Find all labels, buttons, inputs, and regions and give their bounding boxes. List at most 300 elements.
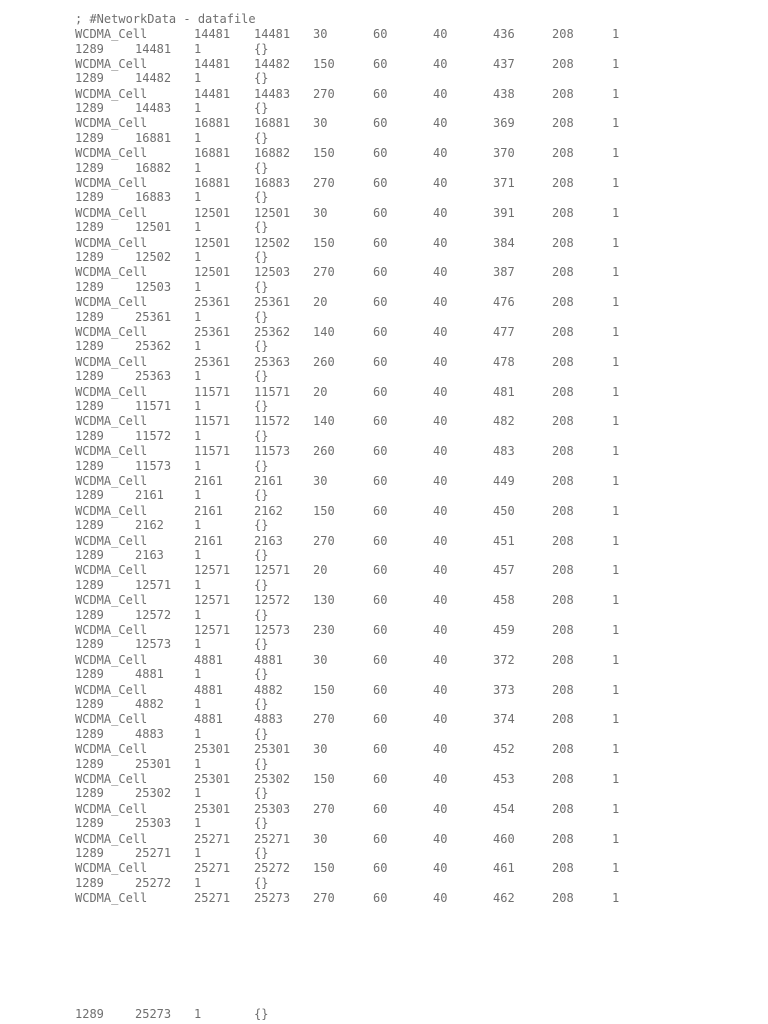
list-item <box>0 802 768 832</box>
record-param-1: 60 <box>373 384 388 399</box>
record-param-1: 60 <box>373 414 388 429</box>
record-id: 11573 <box>135 458 172 473</box>
record-param-2: 40 <box>433 533 448 548</box>
record-main-line <box>0 116 768 131</box>
record-sub-line <box>0 250 768 265</box>
record-param-1: 60 <box>373 801 388 816</box>
record-freq: 208 <box>552 354 574 369</box>
record-freq: 208 <box>552 503 574 518</box>
record-cell: 25273 <box>254 891 291 906</box>
datafile-header: ; #NetworkData - datafile <box>75 12 256 26</box>
record-code: 449 <box>493 473 515 488</box>
record-code: 482 <box>493 414 515 429</box>
record-cell: 14481 <box>254 27 291 41</box>
record-key: 1289 <box>75 488 104 503</box>
record-count: 1 <box>194 607 202 622</box>
record-key: 1289 <box>75 71 104 86</box>
record-param-1: 60 <box>373 533 388 548</box>
record-param-2: 40 <box>433 861 448 876</box>
record-site: 16881 <box>194 175 231 190</box>
record-key: 1289 <box>75 220 104 235</box>
record-type: WCDMA_Cell <box>75 771 148 786</box>
record-count: 1 <box>194 369 202 384</box>
record-extra: {} <box>254 339 269 354</box>
record-sub-line <box>0 161 768 176</box>
record-cell: 25272 <box>254 861 291 876</box>
record-freq: 208 <box>552 56 574 71</box>
list-item <box>0 176 768 206</box>
record-id: 16882 <box>135 160 172 175</box>
record-freq: 208 <box>552 27 574 41</box>
record-flag: 1 <box>612 533 620 548</box>
record-id: 12503 <box>135 279 172 294</box>
record-site: 4881 <box>194 652 223 667</box>
record-code: 459 <box>493 622 515 637</box>
record-extra: {} <box>254 279 269 294</box>
record-param-2: 40 <box>433 831 448 846</box>
list-item <box>0 832 768 862</box>
record-site: 4881 <box>194 682 223 697</box>
trailer-row <box>0 1007 768 1022</box>
record-count: 1 <box>194 309 202 324</box>
record-freq: 208 <box>552 712 574 727</box>
record-freq: 208 <box>552 175 574 190</box>
record-flag: 1 <box>612 235 620 250</box>
record-param-2: 40 <box>433 503 448 518</box>
record-extra: {} <box>254 428 269 443</box>
record-id: 25303 <box>135 816 172 831</box>
record-cell: 11573 <box>254 444 291 459</box>
record-azimuth: 20 <box>313 295 328 310</box>
record-id: 11571 <box>135 399 172 414</box>
record-count: 1 <box>194 41 202 56</box>
record-flag: 1 <box>612 682 620 697</box>
record-sub-line <box>0 846 768 861</box>
record-code: 391 <box>493 205 515 220</box>
record-param-2: 40 <box>433 354 448 369</box>
record-code: 451 <box>493 533 515 548</box>
record-main-line <box>0 742 768 757</box>
record-freq: 208 <box>552 146 574 161</box>
record-count: 1 <box>194 697 202 712</box>
record-count: 1 <box>194 667 202 682</box>
record-azimuth: 230 <box>313 622 335 637</box>
record-main-line <box>0 146 768 161</box>
record-main-line <box>0 861 768 876</box>
record-code: 384 <box>493 235 515 250</box>
record-count: 1 <box>194 875 202 890</box>
record-site: 11571 <box>194 384 231 399</box>
record-type: WCDMA_Cell <box>75 56 148 71</box>
trailer-extra: {} <box>254 1007 269 1021</box>
list-item <box>0 563 768 593</box>
record-key: 1289 <box>75 637 104 652</box>
record-extra: {} <box>254 458 269 473</box>
record-key: 1289 <box>75 458 104 473</box>
record-code: 373 <box>493 682 515 697</box>
record-extra: {} <box>254 607 269 622</box>
record-extra: {} <box>254 369 269 384</box>
list-item <box>0 414 768 444</box>
record-main-line <box>0 265 768 280</box>
record-extra: {} <box>254 816 269 831</box>
record-sub-line <box>0 548 768 563</box>
record-count: 1 <box>194 428 202 443</box>
record-id: 4882 <box>135 697 164 712</box>
list-item <box>0 236 768 266</box>
record-cell: 4883 <box>254 712 283 727</box>
trailer-count: 1 <box>194 1007 202 1021</box>
record-code: 437 <box>493 56 515 71</box>
record-main-line <box>0 683 768 698</box>
record-id: 14482 <box>135 71 172 86</box>
record-type: WCDMA_Cell <box>75 622 148 637</box>
list-item <box>0 206 768 236</box>
record-azimuth: 150 <box>313 503 335 518</box>
record-code: 481 <box>493 384 515 399</box>
record-flag: 1 <box>612 861 620 876</box>
record-flag: 1 <box>612 86 620 101</box>
record-key: 1289 <box>75 607 104 622</box>
record-id: 25302 <box>135 786 172 801</box>
record-param-2: 40 <box>433 742 448 757</box>
record-type: WCDMA_Cell <box>75 354 148 369</box>
record-freq: 208 <box>552 891 574 906</box>
record-key: 1289 <box>75 41 104 56</box>
record-param-1: 60 <box>373 235 388 250</box>
record-flag: 1 <box>612 324 620 339</box>
record-code: 369 <box>493 116 515 131</box>
record-site: 4881 <box>194 712 223 727</box>
record-param-1: 60 <box>373 831 388 846</box>
record-freq: 208 <box>552 295 574 310</box>
record-param-1: 60 <box>373 265 388 280</box>
record-extra: {} <box>254 697 269 712</box>
record-id: 16881 <box>135 130 172 145</box>
record-cell: 4882 <box>254 682 283 697</box>
record-site: 25361 <box>194 354 231 369</box>
record-type: WCDMA_Cell <box>75 801 148 816</box>
record-flag: 1 <box>612 444 620 459</box>
record-freq: 208 <box>552 235 574 250</box>
list-item <box>0 27 768 57</box>
list-item <box>0 444 768 474</box>
list-item <box>0 57 768 87</box>
record-param-2: 40 <box>433 414 448 429</box>
list-item <box>0 265 768 295</box>
record-key: 1289 <box>75 339 104 354</box>
record-code: 461 <box>493 861 515 876</box>
record-key: 1289 <box>75 369 104 384</box>
record-site: 14481 <box>194 56 231 71</box>
record-extra: {} <box>254 786 269 801</box>
record-freq: 208 <box>552 652 574 667</box>
record-azimuth: 150 <box>313 861 335 876</box>
record-id: 25361 <box>135 309 172 324</box>
record-azimuth: 30 <box>313 473 328 488</box>
record-site: 2161 <box>194 503 223 518</box>
record-param-2: 40 <box>433 712 448 727</box>
record-key: 1289 <box>75 816 104 831</box>
record-param-2: 40 <box>433 235 448 250</box>
record-param-2: 40 <box>433 801 448 816</box>
record-cell: 25363 <box>254 354 291 369</box>
record-site: 2161 <box>194 533 223 548</box>
record-key: 1289 <box>75 846 104 861</box>
record-type: WCDMA_Cell <box>75 861 148 876</box>
record-flag: 1 <box>612 593 620 608</box>
record-count: 1 <box>194 548 202 563</box>
record-key: 1289 <box>75 399 104 414</box>
record-site: 25301 <box>194 771 231 786</box>
record-azimuth: 260 <box>313 354 335 369</box>
record-param-1: 60 <box>373 116 388 131</box>
record-azimuth: 270 <box>313 712 335 727</box>
records-list <box>0 27 768 921</box>
record-azimuth: 150 <box>313 682 335 697</box>
record-site: 11571 <box>194 444 231 459</box>
record-freq: 208 <box>552 444 574 459</box>
list-item <box>0 653 768 683</box>
record-id: 16883 <box>135 190 172 205</box>
record-code: 374 <box>493 712 515 727</box>
record-site: 25301 <box>194 742 231 757</box>
record-azimuth: 30 <box>313 742 328 757</box>
record-freq: 208 <box>552 414 574 429</box>
record-sub-line <box>0 220 768 235</box>
record-cell: 25271 <box>254 831 291 846</box>
record-param-2: 40 <box>433 116 448 131</box>
record-extra: {} <box>254 726 269 741</box>
record-extra: {} <box>254 309 269 324</box>
record-param-2: 40 <box>433 324 448 339</box>
record-key: 1289 <box>75 130 104 145</box>
record-sub-line <box>0 369 768 384</box>
record-flag: 1 <box>612 622 620 637</box>
record-code: 453 <box>493 771 515 786</box>
record-type: WCDMA_Cell <box>75 384 148 399</box>
record-freq: 208 <box>552 473 574 488</box>
record-sub-line <box>0 399 768 414</box>
record-sub-line <box>0 757 768 772</box>
record-id: 25301 <box>135 756 172 771</box>
record-main-line <box>0 385 768 400</box>
record-id: 2162 <box>135 518 164 533</box>
record-azimuth: 270 <box>313 801 335 816</box>
record-count: 1 <box>194 220 202 235</box>
list-item <box>0 116 768 146</box>
record-count: 1 <box>194 786 202 801</box>
record-key: 1289 <box>75 697 104 712</box>
record-freq: 208 <box>552 742 574 757</box>
list-item <box>0 712 768 742</box>
record-param-1: 60 <box>373 444 388 459</box>
record-id: 25363 <box>135 369 172 384</box>
record-sub-line <box>0 42 768 57</box>
record-extra: {} <box>254 548 269 563</box>
record-param-1: 60 <box>373 622 388 637</box>
list-item <box>0 623 768 653</box>
record-site: 12501 <box>194 205 231 220</box>
record-param-1: 60 <box>373 891 388 906</box>
record-azimuth: 140 <box>313 414 335 429</box>
record-param-2: 40 <box>433 622 448 637</box>
record-flag: 1 <box>612 354 620 369</box>
record-key: 1289 <box>75 160 104 175</box>
record-type: WCDMA_Cell <box>75 742 148 757</box>
record-site: 12501 <box>194 235 231 250</box>
record-flag: 1 <box>612 473 620 488</box>
record-type: WCDMA_Cell <box>75 235 148 250</box>
record-key: 1289 <box>75 190 104 205</box>
record-azimuth: 260 <box>313 444 335 459</box>
record-azimuth: 270 <box>313 265 335 280</box>
record-main-line <box>0 295 768 310</box>
record-azimuth: 30 <box>313 205 328 220</box>
record-main-line <box>0 891 768 906</box>
list-item <box>0 593 768 623</box>
record-extra: {} <box>254 399 269 414</box>
record-count: 1 <box>194 458 202 473</box>
record-freq: 208 <box>552 831 574 846</box>
record-sub-line <box>0 786 768 801</box>
record-param-1: 60 <box>373 86 388 101</box>
record-flag: 1 <box>612 771 620 786</box>
record-key: 1289 <box>75 667 104 682</box>
record-cell: 11572 <box>254 414 291 429</box>
record-flag: 1 <box>612 831 620 846</box>
record-id: 25362 <box>135 339 172 354</box>
record-flag: 1 <box>612 801 620 816</box>
record-freq: 208 <box>552 771 574 786</box>
record-id: 11572 <box>135 428 172 443</box>
record-cell: 2162 <box>254 503 283 518</box>
list-item <box>0 146 768 176</box>
record-site: 14481 <box>194 86 231 101</box>
record-azimuth: 150 <box>313 56 335 71</box>
record-azimuth: 270 <box>313 533 335 548</box>
record-main-line <box>0 653 768 668</box>
record-extra: {} <box>254 41 269 56</box>
record-type: WCDMA_Cell <box>75 295 148 310</box>
record-main-line <box>0 563 768 578</box>
record-site: 25271 <box>194 891 231 906</box>
record-param-1: 60 <box>373 324 388 339</box>
record-param-2: 40 <box>433 652 448 667</box>
record-flag: 1 <box>612 56 620 71</box>
record-cell: 14483 <box>254 86 291 101</box>
record-key: 1289 <box>75 548 104 563</box>
record-cell: 16883 <box>254 175 291 190</box>
record-cell: 2161 <box>254 473 283 488</box>
record-count: 1 <box>194 488 202 503</box>
record-main-line <box>0 206 768 221</box>
record-code: 457 <box>493 563 515 578</box>
record-code: 387 <box>493 265 515 280</box>
record-type: WCDMA_Cell <box>75 831 148 846</box>
record-extra: {} <box>254 637 269 652</box>
record-param-2: 40 <box>433 384 448 399</box>
record-sub-line <box>0 816 768 831</box>
record-param-1: 60 <box>373 175 388 190</box>
record-site: 25361 <box>194 295 231 310</box>
record-code: 483 <box>493 444 515 459</box>
record-param-1: 60 <box>373 652 388 667</box>
record-id: 12572 <box>135 607 172 622</box>
record-key: 1289 <box>75 518 104 533</box>
record-type: WCDMA_Cell <box>75 503 148 518</box>
record-main-line <box>0 176 768 191</box>
record-flag: 1 <box>612 116 620 131</box>
record-id: 12571 <box>135 577 172 592</box>
list-item <box>0 385 768 415</box>
record-id: 14483 <box>135 101 172 116</box>
record-freq: 208 <box>552 533 574 548</box>
record-code: 462 <box>493 891 515 906</box>
record-azimuth: 150 <box>313 235 335 250</box>
record-type: WCDMA_Cell <box>75 712 148 727</box>
record-code: 370 <box>493 146 515 161</box>
record-main-line <box>0 355 768 370</box>
record-site: 2161 <box>194 473 223 488</box>
record-param-1: 60 <box>373 742 388 757</box>
record-flag: 1 <box>612 205 620 220</box>
record-param-2: 40 <box>433 771 448 786</box>
record-param-1: 60 <box>373 712 388 727</box>
record-extra: {} <box>254 71 269 86</box>
record-azimuth: 150 <box>313 146 335 161</box>
record-param-2: 40 <box>433 563 448 578</box>
record-freq: 208 <box>552 116 574 131</box>
record-code: 477 <box>493 324 515 339</box>
record-sub-line <box>0 667 768 682</box>
record-freq: 208 <box>552 205 574 220</box>
record-count: 1 <box>194 399 202 414</box>
record-main-line <box>0 623 768 638</box>
record-param-1: 60 <box>373 295 388 310</box>
record-code: 476 <box>493 295 515 310</box>
record-param-2: 40 <box>433 473 448 488</box>
record-param-2: 40 <box>433 175 448 190</box>
record-param-2: 40 <box>433 593 448 608</box>
record-main-line <box>0 504 768 519</box>
record-param-2: 40 <box>433 295 448 310</box>
record-count: 1 <box>194 190 202 205</box>
record-type: WCDMA_Cell <box>75 533 148 548</box>
record-azimuth: 150 <box>313 771 335 786</box>
record-id: 25271 <box>135 846 172 861</box>
record-main-line <box>0 593 768 608</box>
record-key: 1289 <box>75 101 104 116</box>
record-flag: 1 <box>612 503 620 518</box>
record-type: WCDMA_Cell <box>75 444 148 459</box>
list-item <box>0 355 768 385</box>
record-main-line <box>0 236 768 251</box>
record-count: 1 <box>194 846 202 861</box>
record-cell: 25302 <box>254 771 291 786</box>
record-code: 454 <box>493 801 515 816</box>
record-flag: 1 <box>612 742 620 757</box>
record-main-line <box>0 27 768 42</box>
record-id: 4883 <box>135 726 164 741</box>
list-item <box>0 504 768 534</box>
trailer-id: 25273 <box>135 1007 172 1021</box>
record-cell: 12573 <box>254 622 291 637</box>
record-type: WCDMA_Cell <box>75 175 148 190</box>
record-sub-line <box>0 578 768 593</box>
record-site: 25271 <box>194 861 231 876</box>
record-type: WCDMA_Cell <box>75 682 148 697</box>
